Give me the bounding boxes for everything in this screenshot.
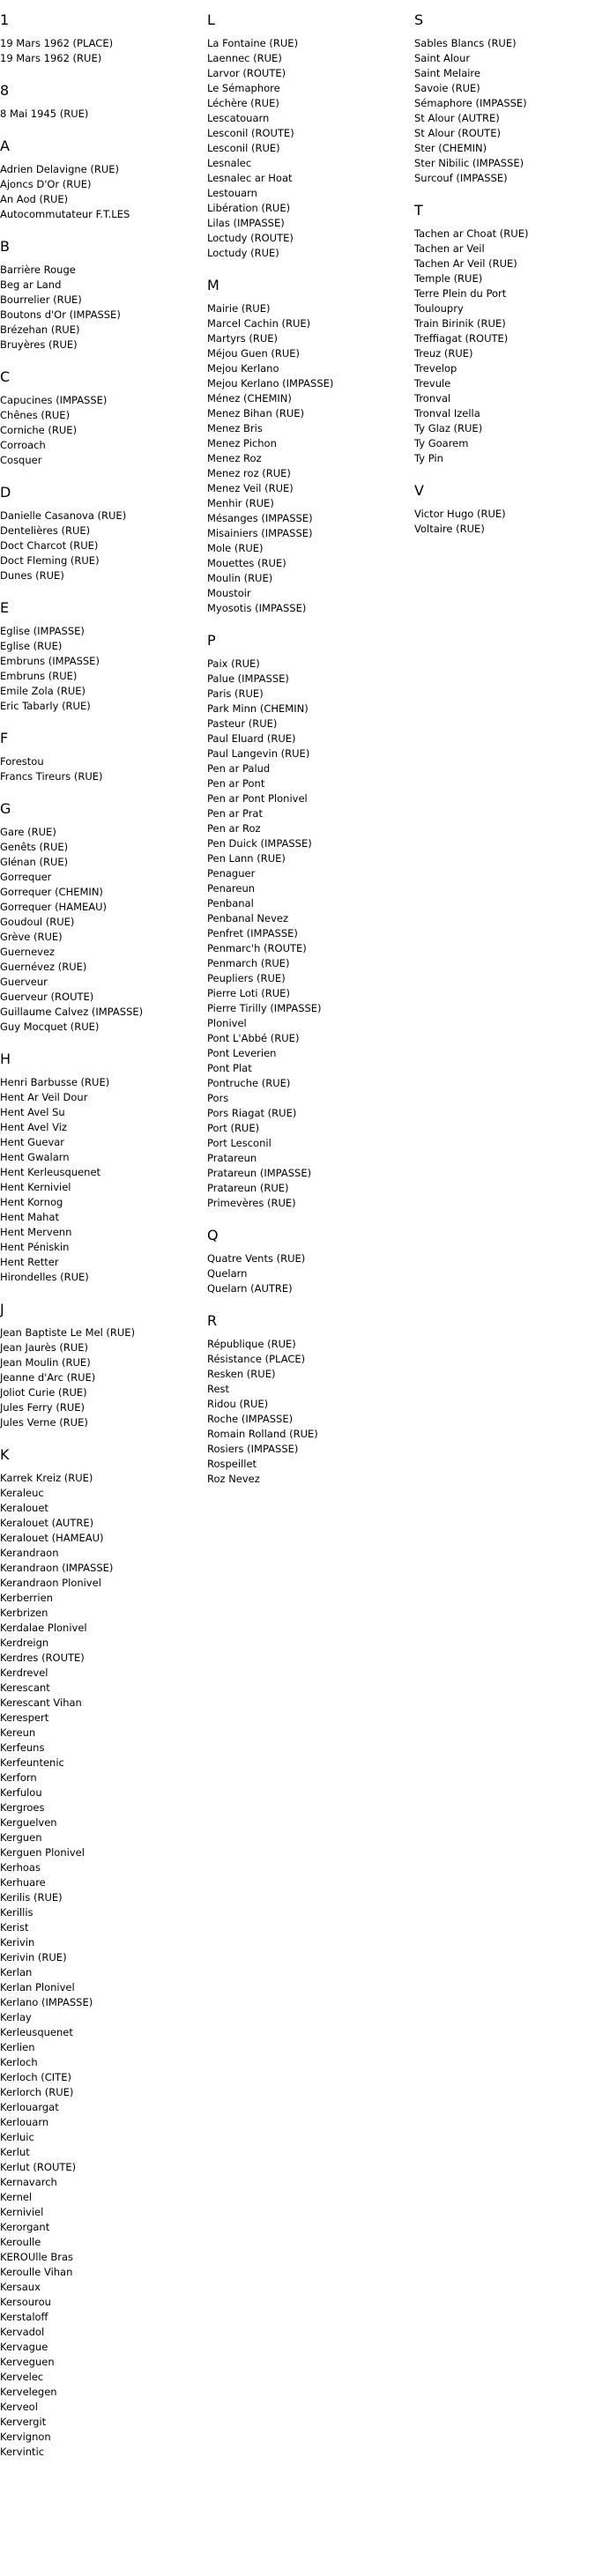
street-name-item: Kervelec bbox=[0, 2371, 44, 2383]
street-name-item: Tachen ar Veil bbox=[414, 242, 485, 255]
street-name-item: Eglise (IMPASSE) bbox=[0, 625, 85, 637]
street-name-item: Ty Pin bbox=[414, 452, 443, 464]
street-name-item: Guy Mocquet (RUE) bbox=[0, 1021, 100, 1033]
section-letter-heading: A bbox=[0, 137, 10, 154]
street-name-item: Kerivin bbox=[0, 1936, 35, 1949]
street-name-item: Menez Veil (RUE) bbox=[207, 482, 294, 494]
street-name-item: Ridou (RUE) bbox=[207, 1398, 269, 1410]
street-name-item: Kergroes bbox=[0, 1801, 45, 1814]
street-name-item: Lesnalec bbox=[207, 157, 252, 169]
street-name-item: Kernel bbox=[0, 2191, 33, 2203]
street-name-item: Guillaume Calvez (IMPASSE) bbox=[0, 1006, 144, 1018]
street-name-item: St Alour (AUTRE) bbox=[414, 112, 500, 124]
street-name-item: Kerfeuns bbox=[0, 1741, 45, 1754]
street-name-item: Menez Roz bbox=[207, 452, 262, 464]
street-name-item: Bourrelier (RUE) bbox=[0, 293, 82, 306]
street-name-item: Saint Melaire bbox=[414, 67, 480, 79]
street-name-item: Tachen Ar Veil (RUE) bbox=[414, 257, 517, 270]
street-name-item: Emile Zola (RUE) bbox=[0, 685, 86, 697]
street-name-item: Pont Leverien bbox=[207, 1047, 277, 1059]
street-name-item: Kerescant bbox=[0, 1681, 50, 1694]
street-name-item: Kerdrevel bbox=[0, 1667, 48, 1679]
street-name-item: Eglise (RUE) bbox=[0, 640, 63, 652]
street-name-item: Chênes (RUE) bbox=[0, 409, 71, 421]
street-name-item: Mésanges (IMPASSE) bbox=[207, 512, 313, 524]
street-name-item: Menez Bris bbox=[207, 422, 263, 434]
street-name-item: Dunes (RUE) bbox=[0, 569, 64, 582]
street-name-item: Autocommutateur F.T.LES bbox=[0, 208, 130, 220]
street-name-item: Gorrequer (CHEMIN) bbox=[0, 886, 103, 898]
street-name-item: Gorrequer (HAMEAU) bbox=[0, 901, 108, 913]
street-name-item: Goudoul (RUE) bbox=[0, 916, 75, 928]
street-name-item: Mole (RUE) bbox=[207, 542, 264, 554]
street-name-item: Kerlien bbox=[0, 2041, 35, 2053]
section-letter-heading: V bbox=[414, 482, 424, 499]
street-name-item: St Alour (ROUTE) bbox=[414, 127, 501, 139]
street-name-item: 8 Mai 1945 (RUE) bbox=[0, 108, 89, 120]
street-name-item: Quelarn (AUTRE) bbox=[207, 1282, 293, 1295]
street-name-item: Guernévez (RUE) bbox=[0, 961, 87, 973]
street-name-item: Henri Barbusse (RUE) bbox=[0, 1076, 110, 1088]
street-name-item: Gorrequer bbox=[0, 871, 52, 883]
street-name-item: Résistance (PLACE) bbox=[207, 1353, 306, 1365]
street-name-item: Tronval Izella bbox=[414, 407, 480, 419]
street-name-item: Trevule bbox=[414, 377, 451, 390]
street-name-item: Kernavarch bbox=[0, 2176, 57, 2188]
street-name-item: Mouettes (RUE) bbox=[207, 557, 286, 569]
street-name-item: Kervadol bbox=[0, 2326, 45, 2338]
street-name-item: Pratareun bbox=[207, 1152, 257, 1164]
street-name-item: 19 Mars 1962 (RUE) bbox=[0, 52, 102, 64]
street-name-item: Roche (IMPASSE) bbox=[207, 1413, 294, 1425]
street-name-item: Keralouet (AUTRE) bbox=[0, 1517, 94, 1529]
street-name-item: Doct Charcot (RUE) bbox=[0, 539, 99, 552]
street-name-item: Ster (CHEMIN) bbox=[414, 142, 487, 154]
letter-section bbox=[0, 801, 190, 1035]
street-name-item: Kereun bbox=[0, 1726, 36, 1739]
street-name-item: Port (RUE) bbox=[207, 1122, 260, 1134]
street-name-item: Penaguer bbox=[207, 867, 256, 880]
street-name-item: Kerberrien bbox=[0, 1592, 53, 1604]
street-name-item: Kerguelven bbox=[0, 1816, 57, 1829]
street-name-item: Jules Verne (RUE) bbox=[0, 1416, 88, 1429]
street-name-item: Hent Avel Viz bbox=[0, 1121, 67, 1133]
street-name-item: Lesnalec ar Hoat bbox=[207, 172, 293, 184]
section-letter-heading: J bbox=[0, 1301, 4, 1318]
street-name-item: Pen Lann (RUE) bbox=[207, 852, 286, 865]
letter-section bbox=[0, 1447, 190, 2460]
street-name-item: Kerlan bbox=[0, 1966, 33, 1978]
street-name-item: Boutons d'Or (IMPASSE) bbox=[0, 308, 121, 321]
street-name-item: Hirondelles (RUE) bbox=[0, 1271, 89, 1283]
letter-section bbox=[0, 731, 190, 784]
street-name-item: Savoie (RUE) bbox=[414, 82, 480, 94]
letter-section bbox=[0, 1302, 190, 1430]
street-name-item: Pen ar Palud bbox=[207, 762, 271, 775]
street-name-item: Pasteur (RUE) bbox=[207, 717, 278, 730]
letter-section bbox=[0, 138, 190, 222]
street-name-item: Pen ar Roz bbox=[207, 822, 261, 835]
street-name-item: Keraleuc bbox=[0, 1487, 44, 1499]
street-name-item: Quatre Vents (RUE) bbox=[207, 1252, 306, 1265]
street-name-item: Beg ar Land bbox=[0, 278, 62, 291]
letter-section bbox=[207, 1313, 397, 1487]
street-name-item: Pen ar Pont bbox=[207, 777, 265, 790]
section-letter-heading: F bbox=[0, 730, 9, 746]
street-name-item: Pen ar Pont Plonivel bbox=[207, 792, 308, 805]
street-name-item: Kerlut bbox=[0, 2146, 30, 2158]
letter-section bbox=[414, 483, 595, 537]
street-name-item: Paris (RUE) bbox=[207, 687, 264, 700]
street-name-item: République (RUE) bbox=[207, 1338, 296, 1350]
street-name-item: La Fontaine (RUE) bbox=[207, 37, 299, 49]
street-name-item: 19 Mars 1962 (PLACE) bbox=[0, 37, 114, 49]
street-name-item: Larvor (ROUTE) bbox=[207, 67, 286, 79]
street-name-item: Kerluic bbox=[0, 2131, 34, 2143]
street-name-item: Moulin (RUE) bbox=[207, 572, 273, 584]
section-letter-heading: M bbox=[207, 277, 219, 293]
street-name-item: Kervelegen bbox=[0, 2386, 57, 2398]
street-name-item: Terre Plein du Port bbox=[414, 287, 507, 300]
section-letter-heading: C bbox=[0, 368, 11, 385]
section-letter-heading: Q bbox=[207, 1227, 219, 1243]
section-letter-heading: 8 bbox=[0, 82, 10, 99]
street-name-item: Trevelop bbox=[414, 362, 457, 375]
street-name-item: Mejou Kerlano bbox=[207, 362, 279, 375]
street-name-item: Kerlay bbox=[0, 2011, 32, 2023]
street-name-item: Kerveol bbox=[0, 2401, 38, 2413]
street-name-item: Pont Plat bbox=[207, 1062, 252, 1074]
street-name-item: Rest bbox=[207, 1383, 230, 1395]
street-name-item: Kervintic bbox=[0, 2446, 45, 2458]
street-name-item: Kerhuare bbox=[0, 1876, 46, 1889]
section-letter-heading: E bbox=[0, 599, 10, 616]
section-letter-heading: G bbox=[0, 800, 11, 817]
street-name-item: Genêts (RUE) bbox=[0, 841, 69, 853]
street-name-item: Paul Langevin (RUE) bbox=[207, 747, 310, 760]
street-name-item: Kerespert bbox=[0, 1711, 49, 1724]
letter-section bbox=[0, 83, 190, 122]
street-name-item: Kersourou bbox=[0, 2296, 51, 2308]
street-name-item: Keroulle bbox=[0, 2236, 41, 2248]
street-name-item: Doct Fleming (RUE) bbox=[0, 554, 100, 567]
street-name-item: Eric Tabarly (RUE) bbox=[0, 700, 91, 712]
street-name-item: Adrien Delavigne (RUE) bbox=[0, 163, 120, 175]
street-name-item: Kerleusquenet bbox=[0, 2026, 73, 2038]
section-letter-heading: H bbox=[0, 1050, 11, 1067]
street-name-item: Kervergit bbox=[0, 2416, 47, 2428]
street-name-item: Kerist bbox=[0, 1921, 29, 1934]
street-name-item: Loctudy (RUE) bbox=[207, 247, 279, 259]
street-name-item: Kerguen bbox=[0, 1831, 42, 1844]
street-name-item: Myosotis (IMPASSE) bbox=[207, 602, 307, 614]
street-name-item: Primevères (RUE) bbox=[207, 1197, 296, 1209]
street-name-item: Bruyères (RUE) bbox=[0, 338, 78, 351]
street-name-item: Kerguen Plonivel bbox=[0, 1846, 85, 1859]
street-name-item: Hent Avel Su bbox=[0, 1106, 65, 1118]
letter-section bbox=[0, 12, 190, 66]
street-name-item: Tronval bbox=[414, 392, 451, 405]
street-name-item: Gare (RUE) bbox=[0, 826, 56, 838]
street-name-item: KEROUlle Bras bbox=[0, 2251, 74, 2263]
street-name-item: Menez roz (RUE) bbox=[207, 467, 291, 479]
street-name-item: Romain Rolland (RUE) bbox=[207, 1428, 318, 1440]
street-name-item: Penmarch (RUE) bbox=[207, 957, 290, 969]
street-name-item: Kerstaloff bbox=[0, 2311, 48, 2323]
street-name-item: Kerloch bbox=[0, 2056, 38, 2068]
street-name-item: Barrière Rouge bbox=[0, 264, 76, 276]
street-name-item: An Aod (RUE) bbox=[0, 193, 69, 205]
street-name-item: Victor Hugo (RUE) bbox=[414, 508, 506, 520]
street-name-item: Guernevez bbox=[0, 946, 56, 958]
section-letter-heading: 1 bbox=[0, 11, 10, 28]
street-name-item: Hent Mahat bbox=[0, 1211, 59, 1223]
letter-section bbox=[0, 600, 190, 714]
street-name-item: Dentelières (RUE) bbox=[0, 524, 91, 537]
street-name-item: Mejou Kerlano (IMPASSE) bbox=[207, 377, 334, 390]
street-name-item: Kerescant Vihan bbox=[0, 1696, 82, 1709]
street-name-item: Pors bbox=[207, 1092, 229, 1104]
street-name-item: Temple (RUE) bbox=[414, 272, 483, 285]
street-name-item: Karrek Kreiz (RUE) bbox=[0, 1472, 93, 1484]
street-name-item: Hent Guevar bbox=[0, 1136, 65, 1148]
street-name-item: Penmarc'h (ROUTE) bbox=[207, 942, 307, 954]
street-name-item: Kerlorch (RUE) bbox=[0, 2086, 74, 2098]
street-name-item: Kersaux bbox=[0, 2281, 41, 2293]
letter-section bbox=[207, 278, 397, 616]
street-name-item: Hent Kornog bbox=[0, 1196, 63, 1208]
street-name-item: Voltaire (RUE) bbox=[414, 523, 485, 535]
street-name-item: Pierre Tirilly (IMPASSE) bbox=[207, 1002, 322, 1014]
street-name-item: Kerlan Plonivel bbox=[0, 1981, 75, 1993]
street-name-item: Moustoir bbox=[207, 587, 251, 599]
street-name-item: Francs Tireurs (RUE) bbox=[0, 770, 103, 783]
street-name-item: Resken (RUE) bbox=[207, 1368, 276, 1380]
street-name-item: Hent Retter bbox=[0, 1256, 59, 1268]
street-name-item: Corniche (RUE) bbox=[0, 424, 78, 436]
letter-section bbox=[207, 633, 397, 1211]
street-name-item: Kerfeuntenic bbox=[0, 1756, 64, 1769]
street-name-item: Sables Blancs (RUE) bbox=[414, 37, 517, 49]
street-name-item: Brézehan (RUE) bbox=[0, 323, 80, 336]
street-index-column-3 bbox=[414, 12, 595, 553]
street-name-item: Lilas (IMPASSE) bbox=[207, 217, 285, 229]
street-name-item: Capucines (IMPASSE) bbox=[0, 394, 108, 406]
street-name-item: Quelarn bbox=[207, 1267, 248, 1280]
street-name-item: Le Sémaphore bbox=[207, 82, 280, 94]
section-letter-heading: D bbox=[0, 484, 11, 501]
street-name-item: Léchère (RUE) bbox=[207, 97, 279, 109]
street-name-item: Kerniviel bbox=[0, 2206, 44, 2218]
street-name-item: Rospeillet bbox=[207, 1458, 257, 1470]
street-name-item: Hent Ar Veil Dour bbox=[0, 1091, 88, 1103]
street-name-item: Hent Gwalarn bbox=[0, 1151, 70, 1163]
street-name-item: Pen Duick (IMPASSE) bbox=[207, 837, 312, 850]
street-name-item: Penbanal Nevez bbox=[207, 912, 289, 924]
street-name-item: Palue (IMPASSE) bbox=[207, 672, 289, 685]
street-name-item: Forestou bbox=[0, 755, 44, 768]
letter-section bbox=[0, 485, 190, 583]
street-name-item: Peupliers (RUE) bbox=[207, 972, 286, 984]
street-name-item: Paul Eluard (RUE) bbox=[207, 732, 296, 745]
section-letter-heading: B bbox=[0, 238, 10, 255]
street-name-item: Kerandraon Plonivel bbox=[0, 1577, 101, 1589]
street-name-item: Méjou Guen (RUE) bbox=[207, 347, 301, 360]
street-name-item: Martyrs (RUE) bbox=[207, 332, 279, 345]
street-name-item: Kerlut (ROUTE) bbox=[0, 2161, 77, 2173]
street-name-item: Port Lesconil bbox=[207, 1137, 271, 1149]
section-letter-heading: K bbox=[0, 1446, 10, 1463]
street-name-item: Tachen ar Choat (RUE) bbox=[414, 227, 529, 240]
street-name-item: Mairie (RUE) bbox=[207, 302, 271, 315]
street-name-item: Kerdreign bbox=[0, 1637, 49, 1649]
street-name-item: Ty Glaz (RUE) bbox=[414, 422, 483, 434]
street-name-item: Keralouet (HAMEAU) bbox=[0, 1532, 104, 1544]
street-name-item: Kerdres (ROUTE) bbox=[0, 1652, 85, 1664]
letter-section bbox=[414, 203, 595, 466]
street-name-item: Penfret (IMPASSE) bbox=[207, 927, 298, 939]
street-name-item: Kerforn bbox=[0, 1771, 37, 1784]
street-name-item: Kerbrizen bbox=[0, 1607, 48, 1619]
street-name-item: Pontruche (RUE) bbox=[207, 1077, 291, 1089]
section-letter-heading: S bbox=[414, 11, 424, 28]
street-name-item: Glénan (RUE) bbox=[0, 856, 69, 868]
street-name-item: Jules Ferry (RUE) bbox=[0, 1401, 86, 1414]
street-name-item: Kerlouargat bbox=[0, 2101, 59, 2113]
street-name-item: Saint Alour bbox=[414, 52, 471, 64]
street-name-item: Misainiers (IMPASSE) bbox=[207, 527, 313, 539]
street-name-item: Rosiers (IMPASSE) bbox=[207, 1443, 299, 1455]
street-name-item: Kervignon bbox=[0, 2431, 51, 2443]
street-name-item: Pratareun (RUE) bbox=[207, 1182, 289, 1194]
street-name-item: Jean Moulin (RUE) bbox=[0, 1356, 91, 1369]
street-name-item: Kerilis (RUE) bbox=[0, 1891, 63, 1904]
street-name-item: Lesconil (ROUTE) bbox=[207, 127, 294, 139]
street-index-column-2 bbox=[207, 12, 397, 1503]
street-name-item: Embruns (IMPASSE) bbox=[0, 655, 100, 667]
street-name-item: Jean Jaurès (RUE) bbox=[0, 1341, 89, 1354]
street-name-item: Grève (RUE) bbox=[0, 931, 63, 943]
street-name-item: Kerandraon bbox=[0, 1547, 59, 1559]
street-name-item: Danielle Casanova (RUE) bbox=[0, 509, 127, 522]
street-name-item: Ménez (CHEMIN) bbox=[207, 392, 292, 405]
street-name-item: Pors Riagat (RUE) bbox=[207, 1107, 297, 1119]
street-name-item: Joliot Curie (RUE) bbox=[0, 1386, 87, 1399]
street-name-item: Guerveur bbox=[0, 976, 48, 988]
section-letter-heading: T bbox=[414, 202, 423, 219]
section-letter-heading: P bbox=[207, 632, 216, 649]
street-name-item: Kerfulou bbox=[0, 1786, 42, 1799]
street-name-item: Penareun bbox=[207, 882, 256, 895]
street-name-item: Plonivel bbox=[207, 1017, 247, 1029]
letter-section bbox=[207, 12, 397, 261]
street-name-item: Paix (RUE) bbox=[207, 657, 260, 670]
street-name-item: Lesconil (RUE) bbox=[207, 142, 280, 154]
street-name-item: Menhir (RUE) bbox=[207, 497, 274, 509]
letter-section bbox=[0, 239, 190, 353]
street-name-item: Park Minn (CHEMIN) bbox=[207, 702, 309, 715]
street-name-item: Treuz (RUE) bbox=[414, 347, 473, 360]
street-name-item: Pierre Loti (RUE) bbox=[207, 987, 290, 999]
street-name-item: Touloupry bbox=[414, 302, 464, 315]
street-name-item: Hent Kerleusquenet bbox=[0, 1166, 101, 1178]
letter-section bbox=[0, 1051, 190, 1285]
street-name-item: Libération (RUE) bbox=[207, 202, 291, 214]
street-name-item: Hent Kerniviel bbox=[0, 1181, 71, 1193]
street-name-item: Lestouarn bbox=[207, 187, 257, 199]
street-name-item: Pen ar Prat bbox=[207, 807, 263, 820]
street-name-item: Sémaphore (IMPASSE) bbox=[414, 97, 527, 109]
street-name-item: Kerloch (CITE) bbox=[0, 2071, 71, 2083]
street-name-item: Ajoncs D'Or (RUE) bbox=[0, 178, 92, 190]
street-name-item: Loctudy (ROUTE) bbox=[207, 232, 294, 244]
street-name-item: Hent Mervenn bbox=[0, 1226, 72, 1238]
street-name-item: Train Birinik (RUE) bbox=[414, 317, 506, 330]
street-name-item: Jeanne d'Arc (RUE) bbox=[0, 1371, 96, 1384]
street-name-item: Kervague bbox=[0, 2341, 48, 2353]
letter-section bbox=[207, 1228, 397, 1296]
section-letter-heading: R bbox=[207, 1312, 218, 1329]
street-name-item: Jean Baptiste Le Mel (RUE) bbox=[0, 1326, 136, 1339]
street-name-item: Corroach bbox=[0, 439, 46, 451]
street-name-item: Kerhoas bbox=[0, 1861, 41, 1874]
street-name-item: Penbanal bbox=[207, 897, 254, 909]
street-name-item: Pont L'Abbé (RUE) bbox=[207, 1032, 300, 1044]
street-index-column-1 bbox=[0, 12, 190, 2476]
street-name-item: Marcel Cachin (RUE) bbox=[207, 317, 311, 330]
street-name-item: Embruns (RUE) bbox=[0, 670, 78, 682]
street-name-item: Kerlano (IMPASSE) bbox=[0, 1996, 93, 2008]
street-name-item: Surcouf (IMPASSE) bbox=[414, 172, 508, 184]
street-name-item: Kerorgant bbox=[0, 2221, 50, 2233]
street-name-item: Keralouet bbox=[0, 1502, 48, 1514]
street-name-item: Laennec (RUE) bbox=[207, 52, 282, 64]
letter-section bbox=[0, 369, 190, 468]
street-name-item: Pratareun (IMPASSE) bbox=[207, 1167, 312, 1179]
section-letter-heading: L bbox=[207, 11, 215, 28]
street-name-item: Cosquer bbox=[0, 454, 42, 466]
street-name-item: Treffiagat (ROUTE) bbox=[414, 332, 509, 345]
street-name-item: Ty Goarem bbox=[414, 437, 469, 449]
street-name-item: Kerillis bbox=[0, 1906, 33, 1919]
street-name-item: Hent Péniskin bbox=[0, 1241, 70, 1253]
street-name-item: Ster Nibilic (IMPASSE) bbox=[414, 157, 524, 169]
street-name-item: Guerveur (ROUTE) bbox=[0, 991, 94, 1003]
street-name-item: Keroulle Vihan bbox=[0, 2266, 73, 2278]
street-name-item: Menez Bihan (RUE) bbox=[207, 407, 305, 419]
street-name-item: Roz Nevez bbox=[207, 1473, 260, 1485]
street-name-item: Lescatouarn bbox=[207, 112, 270, 124]
letter-section bbox=[414, 12, 595, 186]
street-name-item: Kerivin (RUE) bbox=[0, 1951, 67, 1964]
street-name-item: Menez Pichon bbox=[207, 437, 277, 449]
street-name-item: Kerlouarn bbox=[0, 2116, 49, 2128]
street-name-item: Kerdalae Plonivel bbox=[0, 1622, 87, 1634]
street-name-item: Kerveguen bbox=[0, 2356, 55, 2368]
street-name-item: Kerandraon (IMPASSE) bbox=[0, 1562, 114, 1574]
